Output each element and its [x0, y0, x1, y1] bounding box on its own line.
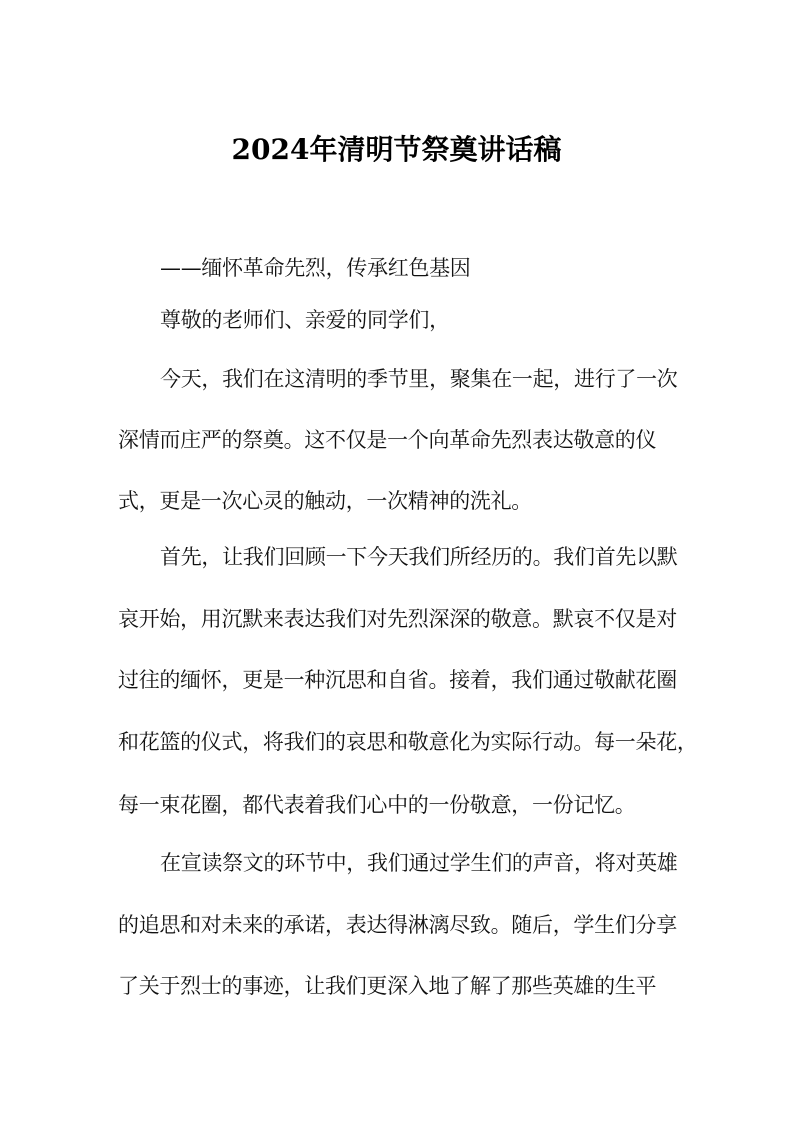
paragraph-line: 每一束花圈，都代表着我们心中的一份敬意，一份记忆。: [118, 793, 636, 817]
subtitle: ——缅怀革命先烈，传承红色基因: [160, 256, 471, 280]
paragraph-line: 今天，我们在这清明的季节里，聚集在一起，进行了一次: [160, 367, 678, 391]
paragraph-line: 过往的缅怀，更是一种沉思和自省。接着，我们通过敬献花圈: [118, 668, 677, 692]
paragraph-line: 首先，让我们回顾一下今天我们所经历的。我们首先以默: [160, 545, 678, 569]
paragraph-line: 深情而庄严的祭奠。这不仅是一个向革命先烈表达敬意的仪: [118, 428, 657, 452]
paragraph-line: 在宣读祭文的环节中，我们通过学生们的声音，将对英雄: [160, 851, 678, 875]
paragraph-line: 哀开始，用沉默来表达我们对先烈深深的敬意。默哀不仅是对: [118, 607, 677, 631]
paragraph-line: 的追思和对未来的承诺，表达得淋漓尽致。随后，学生们分享: [118, 913, 677, 937]
paragraph-line: 了关于烈士的事迹，让我们更深入地了解了那些英雄的生平: [118, 974, 657, 998]
paragraph-line: 和花篮的仪式，将我们的哀思和敬意化为实际行动。每一朵花，: [118, 730, 698, 754]
paragraph-line: 式，更是一次心灵的触动，一次精神的洗礼。: [118, 489, 532, 513]
document-title: 2024年清明节祭奠讲话稿: [231, 133, 562, 166]
salutation: 尊敬的老师们、亲爱的同学们，: [160, 308, 450, 332]
